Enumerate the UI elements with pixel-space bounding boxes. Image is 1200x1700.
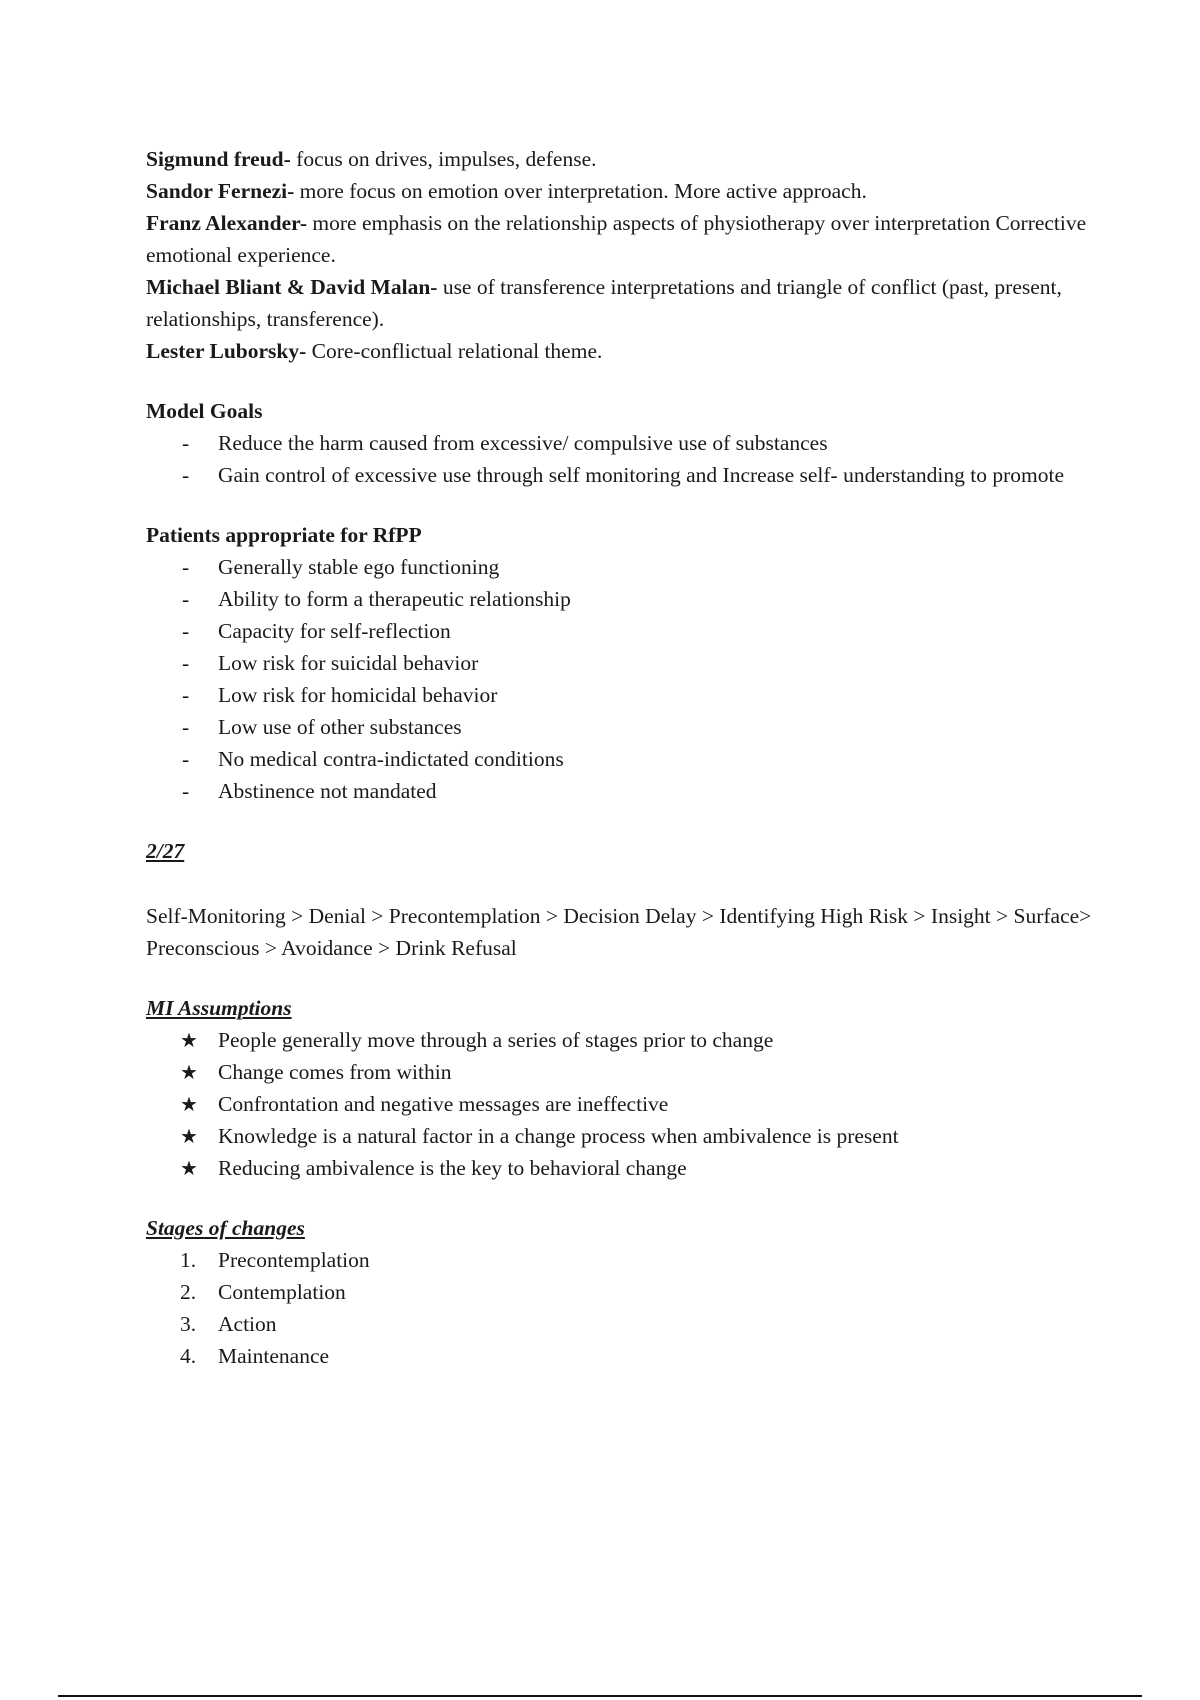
list-item-text: Change comes from within	[218, 1060, 452, 1084]
spacer	[146, 807, 1106, 835]
star-icon: ★	[180, 1028, 198, 1052]
spacer	[146, 1184, 1106, 1212]
list-item-text: Knowledge is a natural factor in a change process when ambivalence is present	[218, 1124, 899, 1148]
document-content	[146, 143, 1106, 1372]
person-description: more emphasis on the relationship aspects of physiotherapy over interpretation Corrective emotional experience.	[146, 211, 1087, 267]
sequence-text: Self-Monitoring > Denial > Precontemplation > Decision Delay > Identifying High Risk > Insight > Surface> Preconscious > Avoidance > Drink Refusal	[146, 904, 1092, 960]
dash-bullet: -	[182, 555, 190, 579]
star-icon: ★	[180, 1060, 198, 1084]
list-item	[146, 1120, 1106, 1152]
list-item-text: Low risk for suicidal behavior	[218, 651, 479, 675]
person-entry	[146, 143, 1106, 175]
person-description: Core-conflictual relational theme.	[306, 339, 603, 363]
list-item-text: No medical contra-indictated conditions	[218, 747, 564, 771]
spacer	[146, 491, 1106, 519]
list-item	[146, 743, 1106, 775]
list-number: 3.	[180, 1312, 197, 1336]
list-item	[146, 1152, 1106, 1184]
person-description: use of transference interpretations and triangle of conflict (past, present, relationships, transference).	[146, 275, 1062, 331]
mi-assumptions-heading: MI Assumptions	[146, 996, 292, 1020]
person-name: Michael Bliant & David Malan-	[146, 275, 438, 299]
spacer	[146, 367, 1106, 395]
model-goals-section	[146, 395, 1106, 491]
person-entry	[146, 271, 1106, 335]
model-goals-heading: Model Goals	[146, 399, 263, 423]
list-item-text: Reducing ambivalence is the key to behavioral change	[218, 1156, 687, 1180]
star-icon: ★	[180, 1156, 198, 1180]
list-item-text: Low use of other substances	[218, 715, 462, 739]
mi-assumptions-list	[146, 1024, 1106, 1184]
stages-list	[146, 1244, 1106, 1372]
list-item	[146, 1276, 1106, 1308]
list-item	[146, 1024, 1106, 1056]
page-bottom-divider	[58, 1695, 1142, 1697]
person-entry	[146, 175, 1106, 207]
model-goals-list	[146, 427, 1106, 491]
date-heading: 2/27	[146, 839, 185, 863]
list-item	[146, 615, 1106, 647]
dash-bullet: -	[182, 619, 190, 643]
list-item	[146, 551, 1106, 583]
star-icon: ★	[180, 1092, 198, 1116]
dash-bullet: -	[182, 779, 190, 803]
person-description: more focus on emotion over interpretation. More active approach.	[294, 179, 867, 203]
list-item-text: Confrontation and negative messages are ineffective	[218, 1092, 669, 1116]
list-number: 1.	[180, 1248, 197, 1272]
list-item-text: Gain control of excessive use through self monitoring and Increase self- understanding to promote	[218, 463, 1065, 487]
list-item	[146, 1340, 1106, 1372]
dash-bullet: -	[182, 431, 190, 455]
list-number: 4.	[180, 1344, 197, 1368]
spacer	[146, 867, 1106, 900]
list-number: 2.	[180, 1280, 197, 1304]
list-item	[146, 1088, 1106, 1120]
list-item	[146, 583, 1106, 615]
person-entry	[146, 207, 1106, 271]
person-name: Lester Luborsky-	[146, 339, 307, 363]
list-item	[146, 679, 1106, 711]
mi-assumptions-section	[146, 992, 1106, 1184]
list-item	[146, 775, 1106, 807]
patients-heading: Patients appropriate for RfPP	[146, 523, 422, 547]
dash-bullet: -	[182, 715, 190, 739]
list-item-text: Precontemplation	[218, 1248, 370, 1272]
stages-section	[146, 1212, 1106, 1372]
person-description: focus on drives, impulses, defense.	[290, 147, 597, 171]
list-item-text: Contemplation	[218, 1280, 346, 1304]
dash-bullet: -	[182, 587, 190, 611]
person-name: Sandor Fernezi-	[146, 179, 295, 203]
dash-bullet: -	[182, 651, 190, 675]
dash-bullet: -	[182, 747, 190, 771]
star-icon: ★	[180, 1124, 198, 1148]
list-item-text: Ability to form a therapeutic relationship	[218, 587, 571, 611]
stages-heading: Stages of changes	[146, 1216, 305, 1240]
list-item	[146, 1244, 1106, 1276]
list-item	[146, 459, 1106, 491]
list-item	[146, 427, 1106, 459]
list-item	[146, 1308, 1106, 1340]
list-item-text: Generally stable ego functioning	[218, 555, 500, 579]
person-name: Sigmund freud-	[146, 147, 291, 171]
list-item-text: Capacity for self-reflection	[218, 619, 451, 643]
list-item	[146, 647, 1106, 679]
person-entry	[146, 335, 1106, 367]
patients-list	[146, 551, 1106, 807]
spacer	[146, 964, 1106, 992]
patients-section	[146, 519, 1106, 807]
list-item-text: People generally move through a series of stages prior to change	[218, 1028, 774, 1052]
dash-bullet: -	[182, 683, 190, 707]
list-item	[146, 1056, 1106, 1088]
list-item-text: Reduce the harm caused from excessive/ compulsive use of substances	[218, 431, 828, 455]
list-item-text: Abstinence not mandated	[218, 779, 437, 803]
list-item	[146, 711, 1106, 743]
person-name: Franz Alexander-	[146, 211, 308, 235]
people-section	[146, 143, 1106, 367]
list-item-text: Action	[218, 1312, 277, 1336]
dash-bullet: -	[182, 463, 190, 487]
list-item-text: Maintenance	[218, 1344, 330, 1368]
list-item-text: Low risk for homicidal behavior	[218, 683, 498, 707]
